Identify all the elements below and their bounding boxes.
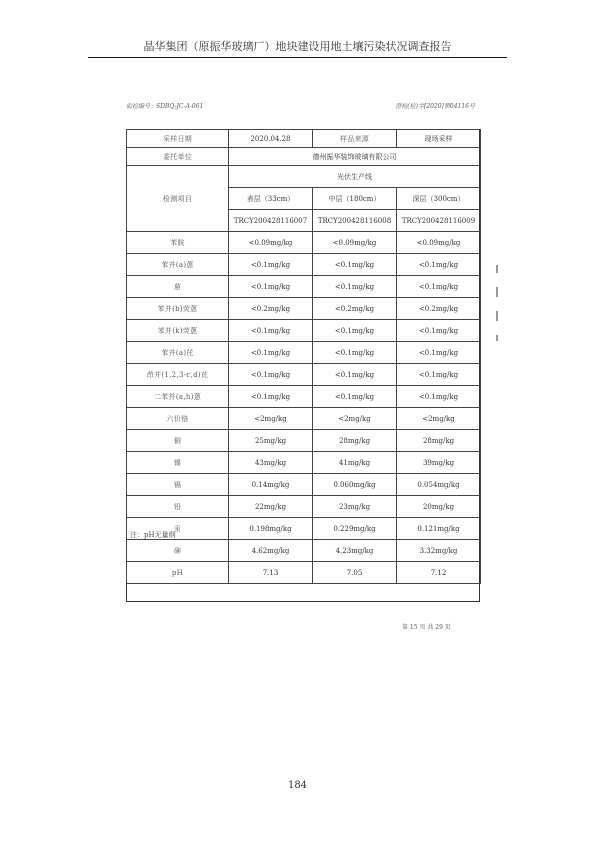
analyte-name: 二苯并(a,h)蒽: [127, 386, 229, 408]
result-value: <0.2mg/kg: [397, 298, 481, 320]
analyte-name: 苯并(a)蒽: [127, 254, 229, 276]
result-value: <0.1mg/kg: [397, 342, 481, 364]
analyte-name: 䓛: [127, 276, 229, 298]
result-value: 20mg/kg: [397, 496, 481, 518]
table-row: [127, 232, 481, 254]
header-rule: [88, 57, 507, 58]
result-value: 3.32mg/kg: [397, 540, 481, 562]
table-row: [127, 276, 481, 298]
analyte-name: 茚并(1,2,3-c,d)芘: [127, 364, 229, 386]
analyte-name: 铜: [127, 430, 229, 452]
result-value: <0.09mg/kg: [313, 232, 397, 254]
result-value: <0.1mg/kg: [229, 320, 313, 342]
result-value: <0.2mg/kg: [313, 298, 397, 320]
analyte-name: 六价铬: [127, 408, 229, 430]
sample-id: TRCY200428116007: [229, 210, 313, 232]
result-value: 39mg/kg: [397, 452, 481, 474]
result-value: 4.23mg/kg: [313, 540, 397, 562]
result-value: <0.1mg/kg: [229, 254, 313, 276]
sample-source: 现场采样: [397, 130, 481, 148]
result-value: <0.1mg/kg: [397, 276, 481, 298]
client: 德州振华装饰玻璃有限公司: [229, 148, 481, 166]
result-value: 0.060mg/kg: [313, 474, 397, 496]
report-code: 监检编号：SDBQ-JC-A-061: [126, 103, 204, 110]
result-value: 0.198mg/kg: [229, 518, 313, 540]
result-value: <0.1mg/kg: [313, 364, 397, 386]
table-row: [127, 148, 481, 166]
table-row: [127, 320, 481, 342]
analyte-name: 铅: [127, 496, 229, 518]
analyte-name: 苯并(k)荧蒽: [127, 320, 229, 342]
analyte-name: pH: [127, 562, 229, 584]
result-value: 43mg/kg: [229, 452, 313, 474]
sample-id: TRCY200428116009: [397, 210, 481, 232]
table-row: [127, 386, 481, 408]
table-row: [127, 254, 481, 276]
result-value: 28mg/kg: [397, 430, 481, 452]
results-table: [126, 129, 481, 584]
result-value: <0.1mg/kg: [313, 254, 397, 276]
result-value: <0.1mg/kg: [313, 342, 397, 364]
result-value: <2mg/kg: [397, 408, 481, 430]
table-row: [127, 430, 481, 452]
result-value: 0.121mg/kg: [397, 518, 481, 540]
table-row: [127, 452, 481, 474]
analyte-name: 苯胺: [127, 232, 229, 254]
table-row: [127, 130, 481, 148]
result-value: <0.1mg/kg: [313, 276, 397, 298]
depth-label: 深层（300cm）: [397, 188, 481, 210]
result-value: 7.05: [313, 562, 397, 584]
result-value: 25mg/kg: [229, 430, 313, 452]
table-row: [127, 364, 481, 386]
table-row: [127, 518, 481, 540]
result-value: 0.229mg/kg: [313, 518, 397, 540]
table-row: [127, 298, 481, 320]
result-value: <0.09mg/kg: [229, 232, 313, 254]
result-value: <2mg/kg: [313, 408, 397, 430]
client-label: 委托单位: [127, 148, 229, 166]
analyte-name: 苯并(a)芘: [127, 342, 229, 364]
result-value: 7.12: [397, 562, 481, 584]
location: 光伏生产线: [229, 166, 481, 188]
result-value: <2mg/kg: [229, 408, 313, 430]
result-value: 0.054mg/kg: [397, 474, 481, 496]
result-value: <0.09mg/kg: [397, 232, 481, 254]
result-value: <0.1mg/kg: [397, 320, 481, 342]
table-row: [127, 166, 481, 188]
report-number: 澄检(检)字[2020]第04116号: [395, 103, 475, 110]
result-value: <0.1mg/kg: [229, 386, 313, 408]
result-value: 4.62mg/kg: [229, 540, 313, 562]
result-value: <0.1mg/kg: [229, 364, 313, 386]
table-row: [127, 540, 481, 562]
page-count: 第 15 页 共 29 页: [402, 624, 451, 631]
result-value: <0.1mg/kg: [397, 254, 481, 276]
table-row: [127, 474, 481, 496]
result-value: <0.1mg/kg: [397, 364, 481, 386]
sample-id: TRCY200428116008: [313, 210, 397, 232]
sample-source-label: 样品来源: [313, 130, 397, 148]
page-header: 晶华集团（原振华玻璃厂）地块建设用地土壤污染状况调查报告: [143, 40, 452, 53]
result-value: 23mg/kg: [313, 496, 397, 518]
result-value: <0.1mg/kg: [313, 320, 397, 342]
result-value: <0.1mg/kg: [313, 386, 397, 408]
result-value: <0.1mg/kg: [397, 386, 481, 408]
result-value: <0.1mg/kg: [229, 342, 313, 364]
page-number: 184: [287, 780, 308, 791]
result-value: <0.2mg/kg: [229, 298, 313, 320]
analyte-name: 砷: [127, 540, 229, 562]
item-header: 检测项目: [127, 166, 229, 232]
note: 注：pH无量纲: [130, 531, 176, 539]
sampling-date: 2020.04.28: [229, 130, 313, 148]
analyte-name: 镍: [127, 452, 229, 474]
result-value: 41mg/kg: [313, 452, 397, 474]
result-value: 0.14mg/kg: [229, 474, 313, 496]
side-marks: [496, 265, 502, 355]
table-row: [127, 496, 481, 518]
analyte-name: 汞: [127, 518, 229, 540]
result-value: <0.1mg/kg: [229, 276, 313, 298]
result-value: 28mg/kg: [313, 430, 397, 452]
depth-label: 中层（180cm）: [313, 188, 397, 210]
table-row: [127, 342, 481, 364]
analyte-name: 镉: [127, 474, 229, 496]
sampling-date-label: 采样日期: [127, 130, 229, 148]
analyte-name: 苯并(b)荧蒽: [127, 298, 229, 320]
result-value: 22mg/kg: [229, 496, 313, 518]
result-value: 7.13: [229, 562, 313, 584]
table-row: [127, 562, 481, 584]
depth-label: 表层（33cm）: [229, 188, 313, 210]
table-row: [127, 408, 481, 430]
